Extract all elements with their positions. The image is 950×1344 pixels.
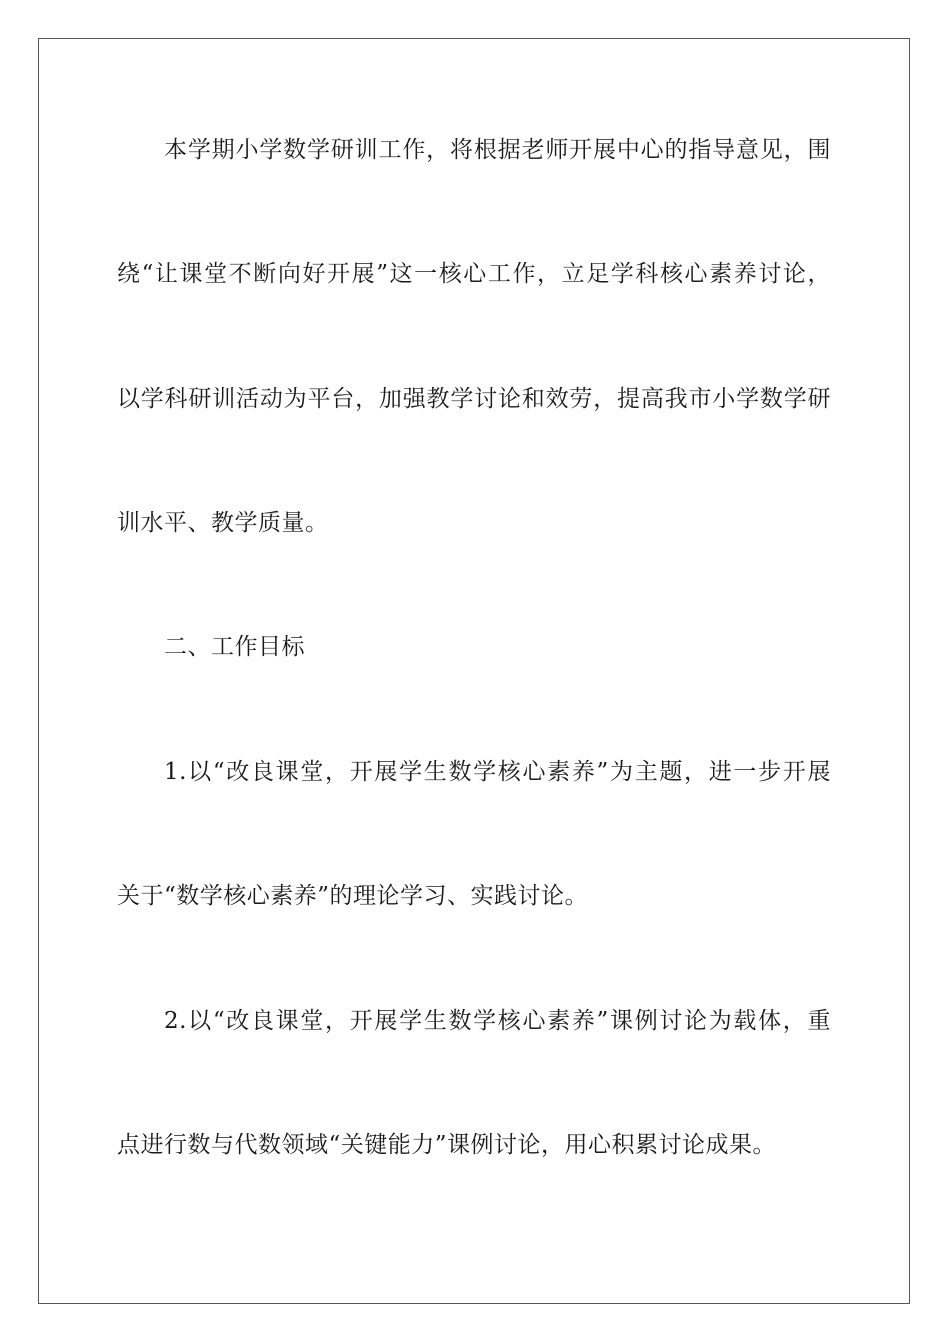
paragraph-1-line-3: 以学科研训活动为平台，加强教学讨论和效劳，提高我市小学数学研 [117,386,831,412]
section-heading: 二、工作目标 [164,634,305,660]
page-border [38,38,910,1304]
item-1-line-2: 关于“数学核心素养”的理论学习、实践讨论。 [117,883,589,909]
paragraph-1-line-2: 绕“让课堂不断向好开展”这一核心工作，立足学科核心素养讨论， [117,261,831,287]
item-2-line-2: 点进行数与代数领域“关键能力”课例讨论，用心积累讨论成果。 [117,1132,777,1158]
item-1-line-1: 1.以“改良课堂，开展学生数学核心素养”为主题，进一步开展 [164,759,831,785]
paragraph-1-line-4: 训水平、教学质量。 [117,510,329,536]
item-2-line-1: 2.以“改良课堂，开展学生数学核心素养”课例讨论为载体，重 [164,1008,831,1034]
paragraph-1-line-1: 本学期小学数学研训工作，将根据老师开展中心的指导意见，围 [164,137,831,163]
